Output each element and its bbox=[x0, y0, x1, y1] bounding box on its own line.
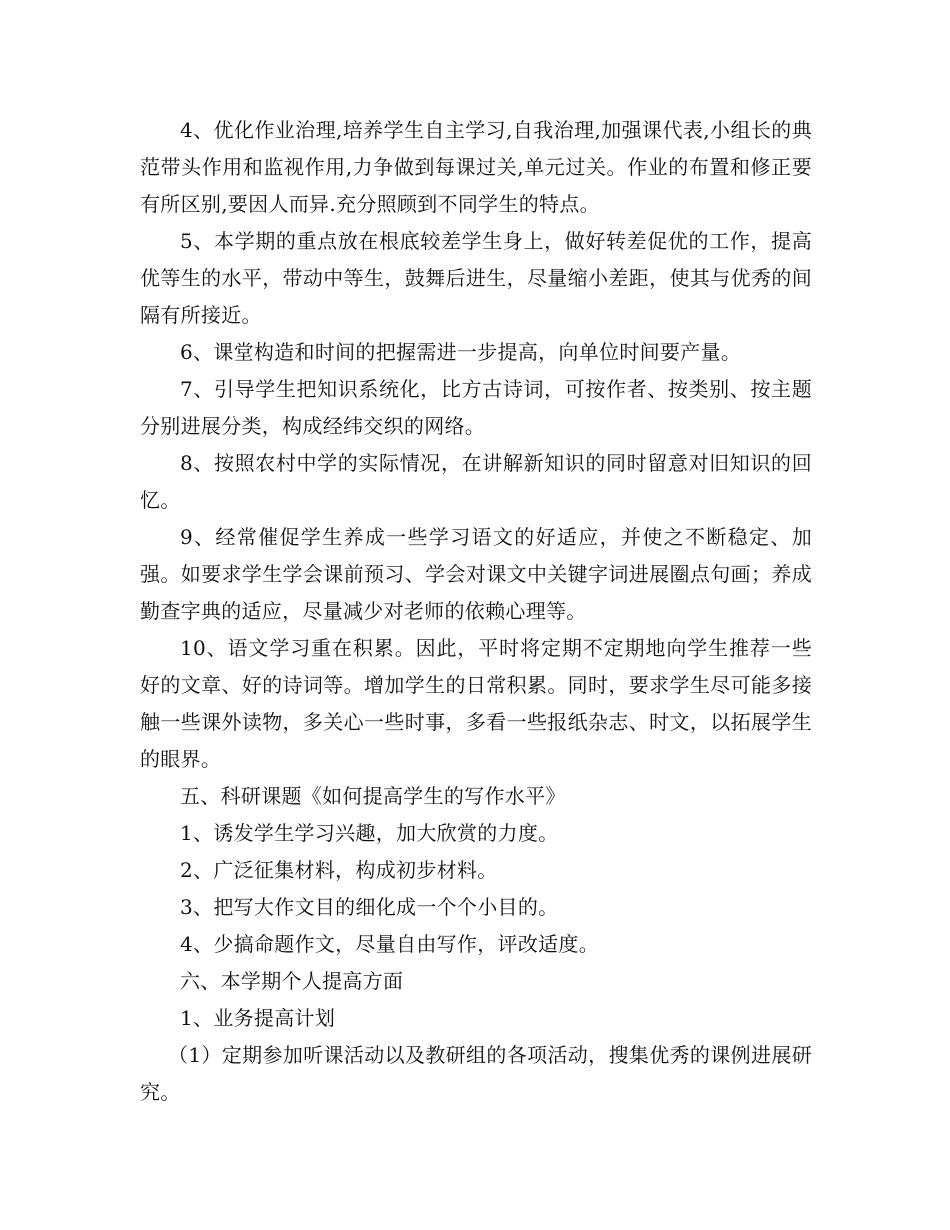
paragraph-item-8: 8、按照农村中学的实际情况，在讲解新知识的同时留意对旧知识的回忆。 bbox=[140, 451, 812, 512]
research-item-1: 1、诱发学生学习兴趣，加大欣赏的力度。 bbox=[180, 821, 559, 845]
research-item-4: 4、少搞命题作文，尽量自由写作，评改适度。 bbox=[180, 932, 600, 956]
subsection-heading-business-plan: 1、业务提高计划 bbox=[180, 1006, 336, 1030]
research-item-2: 2、广泛征集材料，构成初步材料。 bbox=[180, 858, 498, 882]
paragraph-item-5: 5、本学期的重点放在根底较差学生身上，做好转差促优的工作，提高优等生的水平，带动中等生，鼓舞后进生，尽量缩小差距，使其与优秀的间隔有所接近。 bbox=[140, 229, 812, 327]
research-item-3: 3、把写大作文目的细化成一个个小目的。 bbox=[180, 895, 559, 919]
document-body bbox=[140, 112, 812, 1111]
paragraph-item-4: 4、优化作业治理,培养学生自主学习,自我治理,加强课代表,小组长的典范带头作用和监视作用,力争做到每课过关,单元过关。作业的布置和修正要有所区别,要因人而异.充分照顾到不同学生的特点。 bbox=[140, 118, 812, 216]
paragraph-item-6: 6、课堂构造和时间的把握需进一步提高，向单位时间要产量。 bbox=[180, 340, 742, 364]
section-heading-research-topic: 五、科研课题《如何提高学生的写作水平》 bbox=[180, 784, 566, 808]
paragraph-item-9: 9、经常催促学生养成一些学习语文的好适应，并使之不断稳定、加强。如要求学生学会课前预习、学会对课文中关键字词进展圈点句画；养成勤查字典的适应，尽量减少对老师的依赖心理等。 bbox=[140, 525, 812, 623]
paragraph-item-10: 10、语文学习重在积累。因此，平时将定期不定期地向学生推荐一些好的文章、好的诗词等。增加学生的日常积累。同时，要求学生尽可能多接触一些课外读物，多关心一些时事，多看一些报纸杂志、时文，以拓展学生的眼界。 bbox=[140, 636, 812, 771]
plan-item-1: （1）定期参加听课活动以及教研组的各项活动，搜集优秀的课例进展研究。 bbox=[140, 1043, 812, 1104]
section-heading-personal-improvement: 六、本学期个人提高方面 bbox=[180, 969, 404, 993]
paragraph-item-7: 7、引导学生把知识系统化，比方古诗词，可按作者、按类别、按主题分别进展分类，构成经纬交织的网络。 bbox=[140, 377, 812, 438]
